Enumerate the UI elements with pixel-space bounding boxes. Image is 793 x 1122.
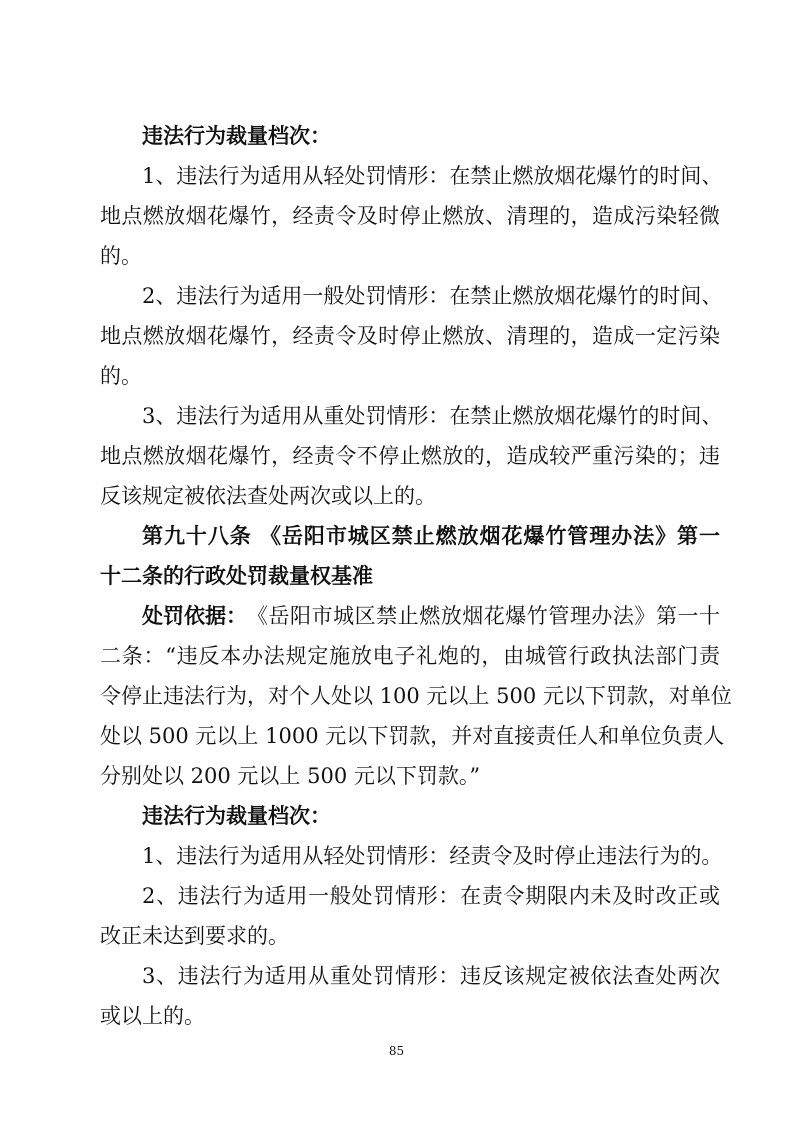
text-line: 3、违法行为适用从重处罚情形：在禁止燃放烟花爆竹的时间、: [142, 404, 723, 428]
text-line: 的。: [100, 364, 142, 388]
text-line: 1、违法行为适用从轻处罚情形：经责令及时停止违法行为的。: [142, 844, 723, 868]
text-line: 违法行为裁量档次：: [142, 123, 331, 148]
text-line: 地点燃放烟花爆竹，经责令及时停止燃放、清理的，造成污染轻微: [100, 204, 720, 228]
paragraph: [100, 836, 723, 876]
text-line: 1、违法行为适用从轻处罚情形：在禁止燃放烟花爆竹的时间、: [142, 164, 723, 188]
text-line: 或以上的。: [100, 1004, 205, 1028]
text-line: 分别处以 200 元以上 500 元以下罚款。”: [100, 764, 481, 788]
text-line: 反该规定被依法查处两次或以上的。: [100, 484, 436, 508]
text-line: 地点燃放烟花爆竹，经责令不停止燃放的，造成较严重污染的；违: [100, 444, 720, 468]
text-line: 十二条的行政处罚裁量权基准: [100, 563, 373, 588]
paragraph: [100, 956, 720, 1036]
text-line: 地点燃放烟花爆竹，经责令及时停止燃放、清理的，造成一定污染: [100, 324, 720, 348]
paragraph: [100, 396, 723, 516]
lead-text: 《岳阳市城区禁止燃放烟花爆竹管理办法》第一十: [247, 604, 720, 628]
text-line: 2、违法行为适用一般处罚情形：在禁止燃放烟花爆竹的时间、: [142, 284, 723, 308]
section-heading: [100, 516, 720, 596]
text-line: 第九十八条 《岳阳市城区禁止燃放烟花爆竹管理办法》第一: [142, 523, 720, 548]
paragraph: [100, 876, 720, 956]
section-heading: [100, 116, 720, 156]
lead-label: 处罚依据：: [142, 603, 247, 628]
document-body: [100, 116, 732, 1036]
text-line: 令停止违法行为，对个人处以 100 元以上 500 元以下罚款，对单位: [100, 684, 732, 708]
section-heading: [100, 796, 720, 836]
text-line: 的。: [100, 244, 142, 268]
text-line: 2、违法行为适用一般处罚情形：在责令期限内未及时改正或: [142, 884, 720, 908]
text-line: 处以 500 元以上 1000 元以下罚款，并对直接责任人和单位负责人: [100, 724, 725, 748]
paragraph: [100, 276, 723, 396]
text-line: 违法行为裁量档次：: [142, 803, 331, 828]
text-line: 改正未达到要求的。: [100, 924, 289, 948]
paragraph: [100, 156, 723, 276]
page-number: 85: [388, 1044, 405, 1058]
text-line: 3、违法行为适用从重处罚情形：违反该规定被依法查处两次: [142, 964, 720, 988]
paragraph: [100, 596, 732, 796]
text-line: 二条：“违反本办法规定施放电子礼炮的，由城管行政执法部门责: [100, 644, 720, 668]
text-line: [100, 596, 720, 636]
